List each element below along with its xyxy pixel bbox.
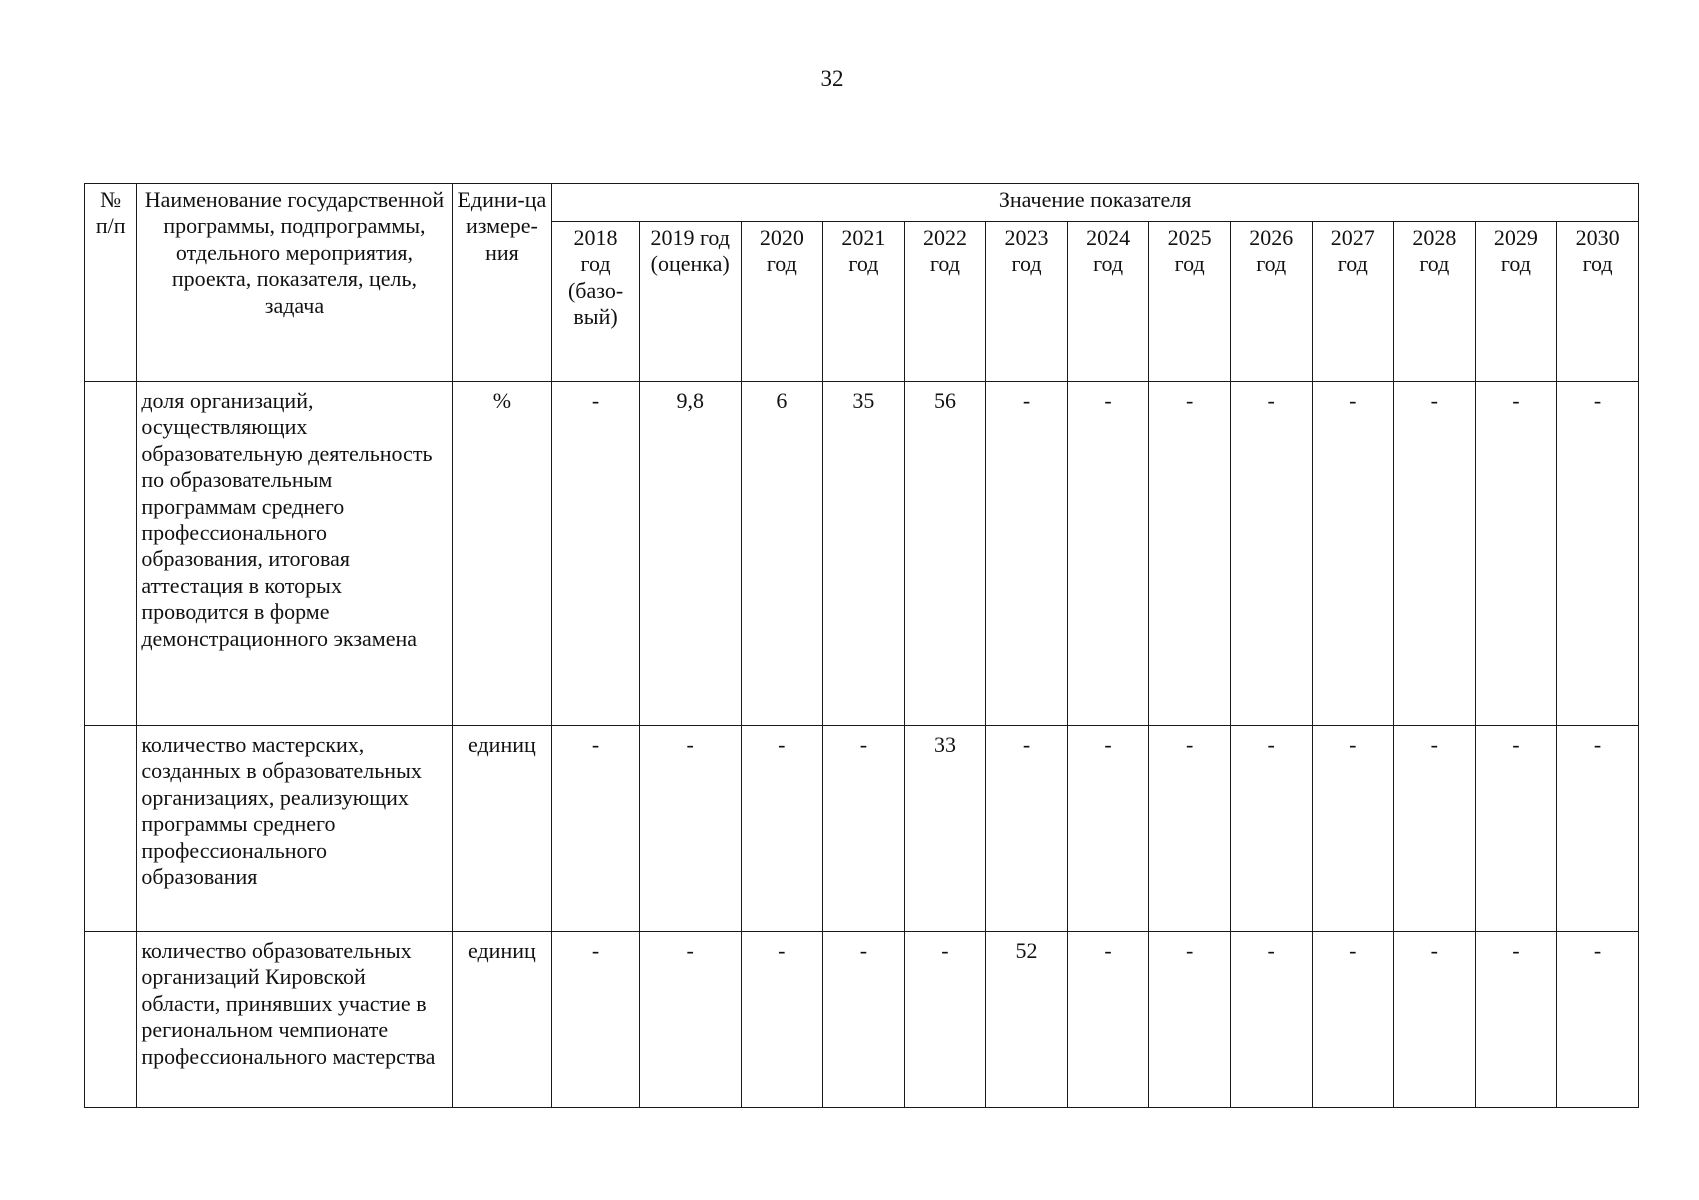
value-cell: - xyxy=(1312,932,1394,1108)
value-cell: - xyxy=(1230,726,1312,932)
header-value-group: Значение показателя xyxy=(552,184,1639,222)
header-year: 2022 год xyxy=(904,222,986,382)
value-cell: - xyxy=(1149,382,1231,726)
header-row xyxy=(85,184,1639,222)
value-cell: - xyxy=(1394,382,1476,726)
indicator-name-cell: количество мастерских, созданных в образовательных организациях, реализующих программы среднего профессионального образования xyxy=(137,726,452,932)
value-cell: - xyxy=(1067,382,1149,726)
header-year: 2029 год xyxy=(1475,222,1557,382)
header-name: Наименование государственной программы, подпрограммы, отдельного мероприятия, проекта, показателя, цель, задача xyxy=(137,184,452,382)
table-row xyxy=(85,382,1639,726)
indicator-name-cell: количество образовательных организаций Кировской области, принявших участие в региональном чемпионате профессионального мастерства xyxy=(137,932,452,1108)
value-cell: - xyxy=(1149,932,1231,1108)
page-number: 32 xyxy=(820,66,844,91)
value-cell: - xyxy=(1557,726,1639,932)
header-year: 2024 год xyxy=(1067,222,1149,382)
value-cell: - xyxy=(1557,382,1639,726)
value-cell: - xyxy=(552,726,640,932)
value-cell: - xyxy=(639,932,741,1108)
unit-cell: % xyxy=(452,382,552,726)
row-number-cell xyxy=(85,382,137,726)
value-cell: - xyxy=(1312,382,1394,726)
value-cell: - xyxy=(1475,726,1557,932)
value-cell: - xyxy=(823,726,905,932)
value-cell: - xyxy=(1067,726,1149,932)
value-cell: 6 xyxy=(741,382,823,726)
unit-cell: единиц xyxy=(452,932,552,1108)
value-cell: 33 xyxy=(904,726,986,932)
value-cell: 9,8 xyxy=(639,382,741,726)
value-cell: - xyxy=(1067,932,1149,1108)
value-cell: 35 xyxy=(823,382,905,726)
unit-cell: единиц xyxy=(452,726,552,932)
value-cell: - xyxy=(1394,932,1476,1108)
header-year: 2026 год xyxy=(1230,222,1312,382)
header-year: 2025 год xyxy=(1149,222,1231,382)
header-year: 2030 год xyxy=(1557,222,1639,382)
row-number-cell xyxy=(85,726,137,932)
value-cell: - xyxy=(1475,932,1557,1108)
value-cell: - xyxy=(1230,382,1312,726)
value-cell: - xyxy=(1394,726,1476,932)
header-year: 2023 год xyxy=(986,222,1068,382)
value-cell: - xyxy=(741,932,823,1108)
header-year: 2019 год (оценка) xyxy=(639,222,741,382)
value-cell: - xyxy=(1230,932,1312,1108)
row-number-cell xyxy=(85,932,137,1108)
table-row xyxy=(85,932,1639,1108)
value-cell: - xyxy=(986,726,1068,932)
value-cell: - xyxy=(1475,382,1557,726)
value-cell: - xyxy=(904,932,986,1108)
value-cell: - xyxy=(986,382,1068,726)
header-year: 2018 год (базо-вый) xyxy=(552,222,640,382)
header-number: № п/п xyxy=(85,184,137,382)
table-row xyxy=(85,726,1639,932)
value-cell: - xyxy=(823,932,905,1108)
value-cell: - xyxy=(639,726,741,932)
indicators-table xyxy=(84,183,1639,1108)
header-year: 2027 год xyxy=(1312,222,1394,382)
value-cell: 56 xyxy=(904,382,986,726)
header-year: 2020 год xyxy=(741,222,823,382)
header-year: 2021 год xyxy=(823,222,905,382)
value-cell: - xyxy=(552,382,640,726)
value-cell: - xyxy=(741,726,823,932)
value-cell: - xyxy=(1149,726,1231,932)
header-unit: Едини-ца измере-ния xyxy=(452,184,552,382)
value-cell: - xyxy=(1557,932,1639,1108)
value-cell: - xyxy=(552,932,640,1108)
header-year: 2028 год xyxy=(1394,222,1476,382)
indicator-name-cell: доля организаций, осуществляющих образовательную деятельность по образовательным программам среднего профессионального образования, итоговая аттестация в которых проводится в форме демонстрационного экзамена xyxy=(137,382,452,726)
value-cell: - xyxy=(1312,726,1394,932)
value-cell: 52 xyxy=(986,932,1068,1108)
